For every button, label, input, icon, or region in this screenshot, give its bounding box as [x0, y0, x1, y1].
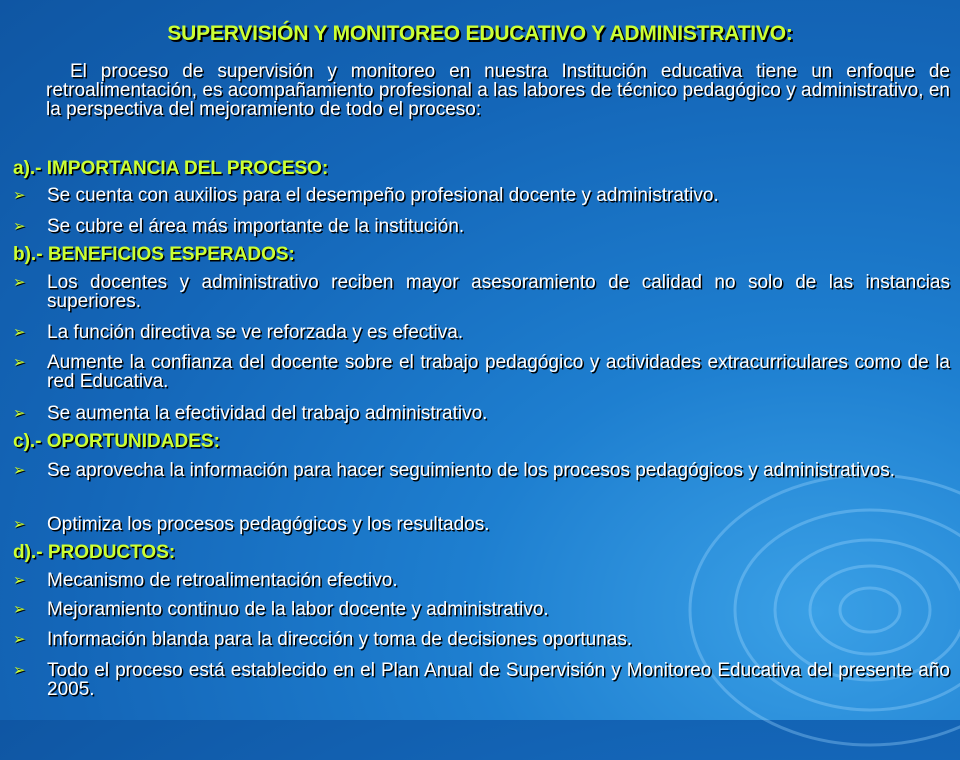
list-item [13, 323, 950, 342]
list-item-text: Los docentes y administrativo reciben mayor asesoramiento de calidad no solo de las instancias superiores. [47, 272, 950, 312]
list-item-text: Se aumenta la efectividad del trabajo administrativo. [47, 403, 488, 424]
list-item [13, 571, 950, 590]
list-item [13, 273, 950, 311]
slide-title: SUPERVISIÓN Y MONITOREO EDUCATIVO Y ADMINISTRATIVO: [167, 22, 793, 45]
list-item-text: Aumente la confianza del docente sobre el trabajo pedagógico y actividades extracurriculares como de la red Educativa. [47, 352, 950, 392]
section-heading-productos: d).- PRODUCTOS: [13, 542, 176, 563]
list-item-text: Se cuenta con auxilios para el desempeño profesional docente y administrativo. [47, 185, 719, 206]
arrow-bullet-icon: ➢ [13, 324, 26, 341]
list-item-text: Todo el proceso está establecido en el Plan Anual de Supervisión y Monitoreo Educativa del presente año 2005. [47, 660, 950, 700]
list-item [13, 186, 950, 205]
arrow-bullet-icon: ➢ [13, 187, 26, 204]
section-heading-oportunidades: c).- OPORTUNIDADES: [13, 431, 220, 452]
section-heading-importancia: a).- IMPORTANCIA DEL PROCESO: [13, 158, 329, 179]
list-item-text: Se cubre el área más importante de la institución. [47, 216, 465, 237]
list-item-text: Mecanismo de retroalimentación efectivo. [47, 570, 398, 591]
list-item-text: Mejoramiento continuo de la labor docente y administrativo. [47, 599, 549, 620]
arrow-bullet-icon: ➢ [13, 516, 26, 533]
arrow-bullet-icon: ➢ [13, 631, 26, 648]
list-item [13, 353, 950, 391]
intro-paragraph: El proceso de supervisión y monitoreo en nuestra Institución educativa tiene un enfoque de retroalimentación, es acompañamiento profesional a las labores de técnico pedagógico y administrativo, en la perspectiva del mejoramiento de todo el proceso: [46, 61, 950, 120]
arrow-bullet-icon: ➢ [13, 572, 26, 589]
arrow-bullet-icon: ➢ [13, 405, 26, 422]
list-item-text: Optimiza los procesos pedagógicos y los resultados. [47, 514, 490, 535]
list-item-text: La función directiva se ve reforzada y es efectiva. [47, 322, 464, 343]
arrow-bullet-icon: ➢ [13, 354, 26, 371]
arrow-bullet-icon: ➢ [13, 218, 26, 235]
list-item [13, 630, 950, 649]
list-item [13, 515, 950, 534]
list-item [13, 661, 950, 699]
arrow-bullet-icon: ➢ [13, 662, 26, 679]
list-item [13, 600, 950, 619]
list-item-text: Información blanda para la dirección y toma de decisiones oportunas. [47, 629, 633, 650]
list-item [13, 461, 950, 480]
arrow-bullet-icon: ➢ [13, 601, 26, 618]
list-item-text: Se aprovecha la información para hacer seguimiento de los procesos pedagógicos y administrativos. [47, 460, 896, 481]
arrow-bullet-icon: ➢ [13, 274, 26, 291]
arrow-bullet-icon: ➢ [13, 462, 26, 479]
section-heading-beneficios: b).- BENEFICIOS ESPERADOS: [13, 244, 295, 265]
list-item [13, 217, 950, 236]
list-item [13, 404, 950, 423]
